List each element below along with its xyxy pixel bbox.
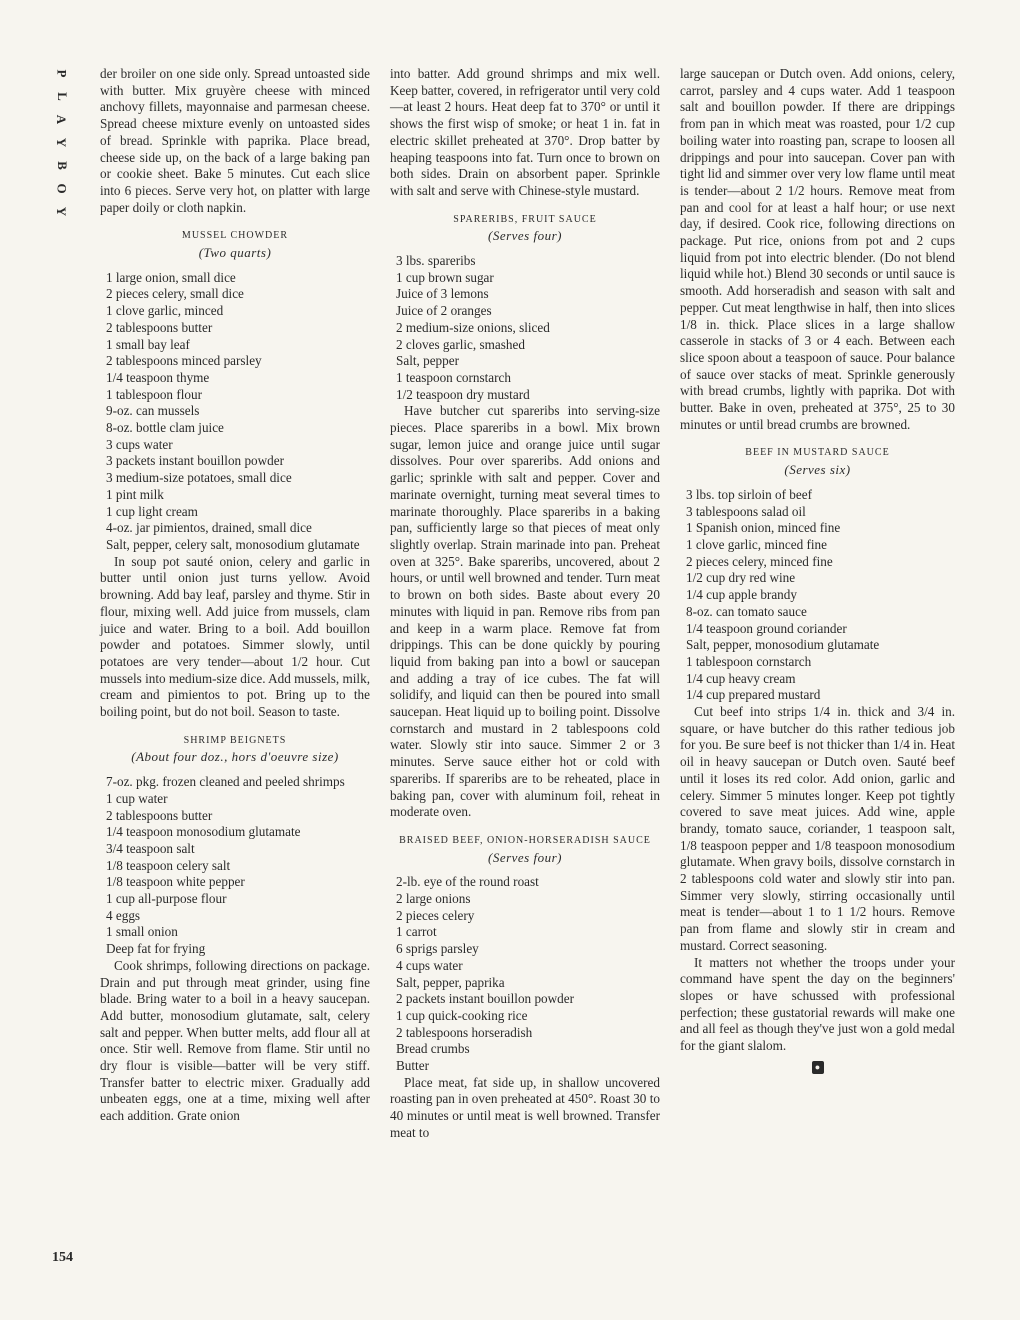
recipe-yield: (Two quarts) [198,245,272,261]
recipe-yield: (Serves four) [487,228,562,244]
ingredient: 1/8 teaspoon white pepper [106,874,245,890]
ingredient: 3 tablespoons salad oil [686,503,806,519]
ingredient: 1/2 teaspoon dry mustard [396,386,530,402]
recipe-title: BRAISED BEEF, ONION-HORSERADISH SAUCE [399,834,651,846]
ingredient: 1 tablespoon cornstarch [686,653,812,669]
ingredient: 1 teaspoon cornstarch [396,369,511,385]
ingredient: 3 packets instant bouillon powder [106,453,284,469]
ingredient: 7-oz. pkg. frozen cleaned and peeled shrimps [106,774,345,790]
ingredient: 8-oz. can tomato sauce [686,603,807,619]
continued-paragraph: large saucepan or Dutch oven. Add onions, celery, carrot, parsley and 4 cups water. Add 1 teaspoon salt and bouillon powder. If there are drippings from pan in which meat was roasted, pour 1/2 cup boiling water into roasting pan, scrape to loosen all drippings and pour into saucepan. Cover pan with tight lid and simmer over very low flame until meat is tender—about 2 1/2 hours. Remove meat from pan and cool for at least a half hour; or use next day, if desired. Cook rice, following directions on package. Put rice, onions from pot and 2 cups liquid from pot into electric blender. (Do not blend liquid while hot.) Blend 30 seconds or until sauce is smooth. Add horseradish and season with salt and pepper. Cut meat lengthwise in half, then into slices 1/8 in. thick. Place slices in a large shallow casserole in stacks of 3 or 4 each. Between each slice spoon about a teaspoon of sauce. Pour balance of sauce over stacks of meat. Sprinkle generously with bread crumbs, lightly with paprika. Dot with butter. Bake in oven, preheated at 375°, 25 to 30 minutes or until bread crumbs are browned. [680,66,955,432]
column-3 [680,66,955,1074]
continued-paragraph: into batter. Add ground shrimps and mix well. Keep batter, covered, in refrigerator until very cold—at least 2 hours. Heat deep fat to 370° or until it shows the first wisp of smoke; or heat 1 in. fat in electric skillet preheated at 370°. Drop batter by heaping teaspoons into fat. Turn once to brown on both sides. Drain on absorbent paper. Sprinkle with salt and serve with Chinese-style mustard. [390,66,660,198]
ingredient: 1/4 cup prepared mustard [686,687,821,703]
ingredient: Deep fat for frying [106,941,206,957]
recipe-title: MUSSEL CHOWDER [181,230,289,242]
ingredient-list [390,874,660,1074]
ingredient: 9-oz. can mussels [106,403,200,419]
ingredient: 1 clove garlic, minced [106,303,224,319]
ingredient: 4 cups water [396,957,463,973]
rabbit-logo-icon: ● [812,1061,824,1074]
ingredient: 1/4 teaspoon ground coriander [686,620,847,636]
sidebar-letter: O [54,183,70,194]
ingredient: Salt, pepper, monosodium glutamate [686,637,880,653]
recipe-yield: (Serves four) [487,849,562,865]
ingredient: 1 cup brown sugar [396,269,494,285]
ingredient: 2 tablespoons minced parsley [106,353,262,369]
ingredient: 1 Spanish onion, minced fine [686,520,841,536]
ingredient: Juice of 3 lemons [396,286,489,302]
sidebar-letter: P [54,69,70,78]
recipe-method: In soup pot sauté onion, celery and garlic in butter until onion just turns yellow. Avoid browning. Add bay leaf, parsley and thyme. Stir in flour, mixing well. Add juice from mussels, clam juice and water. Bring to a boil. Add bouillon powder and potatoes. Simmer slowly, until potatoes are very tender—about 1/2 hour. Cut mussels into medium-size dice. Add mussels, milk, cream and pimientos to pot. Bring up to the boiling point, but do not boil. Season to taste. [100,553,370,720]
recipe-method: Cut beef into strips 1/4 in. thick and 3/4 in. square, or have butcher do this rather tedious job for you. Be sure beef is not thicker than 1/4 in. Heat oil in heavy saucepan or Dutch oven. Sauté beef until it loses its red color. Add onion, garlic and celery. Simmer 5 minutes longer. Keep pot tightly covered to save meat juices. Add wine, apple brandy, tomato sauce, coriander, 1 teaspoon salt, 1/8 teaspoon pepper and 1/8 teaspoon monosodium glutamate. When gravy boils, dissolve cornstarch in 2 tablespoons cold water and slowly stir into pan. Simmer very slowly, stirring occasionally until meat is tender—about 1 to 1 1/2 hours. Remove pan from flame and slowly stir in cream and mustard. Correct seasoning. [680,704,955,953]
ingredient: Salt, pepper, celery salt, monosodium glutamate [106,536,360,552]
ingredient: 2 large onions [396,891,471,907]
recipe-method: Cook shrimps, following directions on package. Drain and put through meat grinder, using fine blade. Bring water to a boil in a heavy saucepan. Add butter, monosodium glutamate, salt, celery salt and pepper. When butter melts, add flour all at once. Stir well. Remove from flame. Stir until no dry flour is visible—batter will be very stiff. Transfer batter to electric mixer. Gradually add unbeaten eggs, one at a time, mixing well after each addition. Grate onion [100,957,370,1124]
continued-paragraph: der broiler on one side only. Spread untoasted side with butter. Mix gruyère cheese with minced anchovy fillets, mayonnaise and parmesan cheese. Spread cheese mixture evenly on untoasted sides of bread. Sprinkle with paprika. Place bread, cheese side up, on the back of a large baking pan or cookie sheet. Bake 5 minutes. Cut each slice into 6 pieces. Serve very hot, on platter with large paper doily or cloth napkin. [100,66,370,215]
recipe-yield: (About four doz., hors d'oeuvre size) [131,749,339,765]
ingredient: 2 tablespoons horseradish [396,1024,533,1040]
ingredient: 6 sprigs parsley [396,941,479,957]
ingredient: 3 lbs. top sirloin of beef [686,486,812,502]
ingredient: 2 tablespoons butter [106,319,213,335]
ingredient: 3 medium-size potatoes, small dice [106,470,292,486]
ingredient-list [680,487,955,704]
ingredient: 3 cups water [106,436,173,452]
column-2 [390,66,660,1142]
ingredient: 1 large onion, small dice [106,269,236,285]
ingredient: 3/4 teaspoon salt [106,840,195,856]
ingredient: Bread crumbs [396,1041,470,1057]
ingredient: 2 pieces celery, small dice [106,286,244,302]
ingredient: 1 pint milk [106,486,164,502]
ingredient: 1 cup water [106,790,168,806]
ingredient: 1 small bay leaf [106,336,190,352]
closing-paragraph: It matters not whether the troops under your command have spent the day on the beginners' slopes or have schussed with professional perfection; these gustatorial rewards will make one and all feel as though they've just won a gold medal for the giant slalom. [680,954,955,1054]
sidebar-letter: L [54,92,70,101]
ingredient: 1 cup quick-cooking rice [396,1007,528,1023]
ingredient: 4-oz. jar pimientos, drained, small dice [106,520,312,536]
ingredient-list [100,270,370,554]
ingredient: 1 cup light cream [106,503,198,519]
ingredient: Salt, pepper, paprika [396,974,505,990]
ingredient-list [100,774,370,958]
magazine-name-vertical [52,62,72,223]
ingredient: 3 lbs. spareribs [396,253,476,269]
ingredient: 2-lb. eye of the round roast [396,874,539,890]
ingredient: 1 cup all-purpose flour [106,891,227,907]
ingredient: 1 carrot [396,924,437,940]
ingredient: Juice of 2 oranges [396,303,492,319]
recipe-title: SPARERIBS, FRUIT SAUCE [453,213,597,225]
recipe-yield: (Serves six) [784,462,851,478]
sidebar-letter: A [54,114,70,125]
ingredient: 2 pieces celery, minced fine [686,553,833,569]
ingredient: 1/4 cup apple brandy [686,587,797,603]
page-number: 154 [52,1250,73,1265]
ingredient: 1/4 teaspoon thyme [106,369,210,385]
column-1 [100,66,370,1125]
ingredient: Butter [396,1058,429,1074]
sidebar-letter: Y [54,137,70,148]
ingredient: 1/4 teaspoon monosodium glutamate [106,824,301,840]
recipe-title: SHRIMP BEIGNETS [183,734,287,746]
ingredient: 1 small onion [106,924,178,940]
sidebar-letter: B [54,161,70,170]
ingredient: 1/4 cup heavy cream [686,670,796,686]
ingredient-list [390,253,660,403]
ingredient: 1 clove garlic, minced fine [686,536,827,552]
ingredient: Salt, pepper [396,353,459,369]
ingredient: 1 tablespoon flour [106,386,202,402]
ingredient: 1/2 cup dry red wine [686,570,796,586]
ingredient: 1/8 teaspoon celery salt [106,857,231,873]
recipe-title: BEEF IN MUSTARD SAUCE [745,447,890,459]
ingredient: 2 tablespoons butter [106,807,213,823]
ingredient: 2 medium-size onions, sliced [396,319,550,335]
ingredient: 2 packets instant bouillon powder [396,991,574,1007]
sidebar-letter: Y [54,206,70,217]
recipe-method: Have butcher cut spareribs into serving-size pieces. Place spareribs in a bowl. Mix brown sugar, lemon juice and orange juice until sugar dissolves. Pour over spareribs. Add onions and garlic; sprinkle with salt and pepper. Cover and marinate overnight, turning meat several times to marinate thoroughly. Place spareribs in a baking pan, sufficiently large so that pieces of meat only slightly overlap. Strain marinade into pan. Preheat oven at 325°. Bake spareribs, uncovered, about 2 hours, or until well browned and tender. Turn meat to brown on both sides. Baste about every 20 minutes with liquid in pan. Remove ribs from pan and keep in a warm place. Remove fat from drippings. This can be done quickly by pouring liquid from baking pan into a bowl or saucepan and adding a tray of ice cubes. The fat will solidify, and liquid can then be poured into small saucepan. Heat liquid up to boiling point. Dissolve cornstarch and mustard in 2 tablespoons cold water. Slowly stir into sauce. Simmer 2 or 3 minutes. Serve sauce either hot or cold with spareribs. If spareribs are to be reheated, place in baking pan, cover with aluminum foil, reheat in moderate oven. [390,403,660,820]
ingredient: 2 cloves garlic, smashed [396,336,525,352]
ingredient: 8-oz. bottle clam juice [106,420,224,436]
ingredient: 2 pieces celery [396,907,475,923]
recipe-method: Place meat, fat side up, in shallow uncovered roasting pan in oven preheated at 450°. Roast 30 to 40 minutes or until meat is well browned. Transfer meat to [390,1074,660,1140]
ingredient: 4 eggs [106,907,141,923]
